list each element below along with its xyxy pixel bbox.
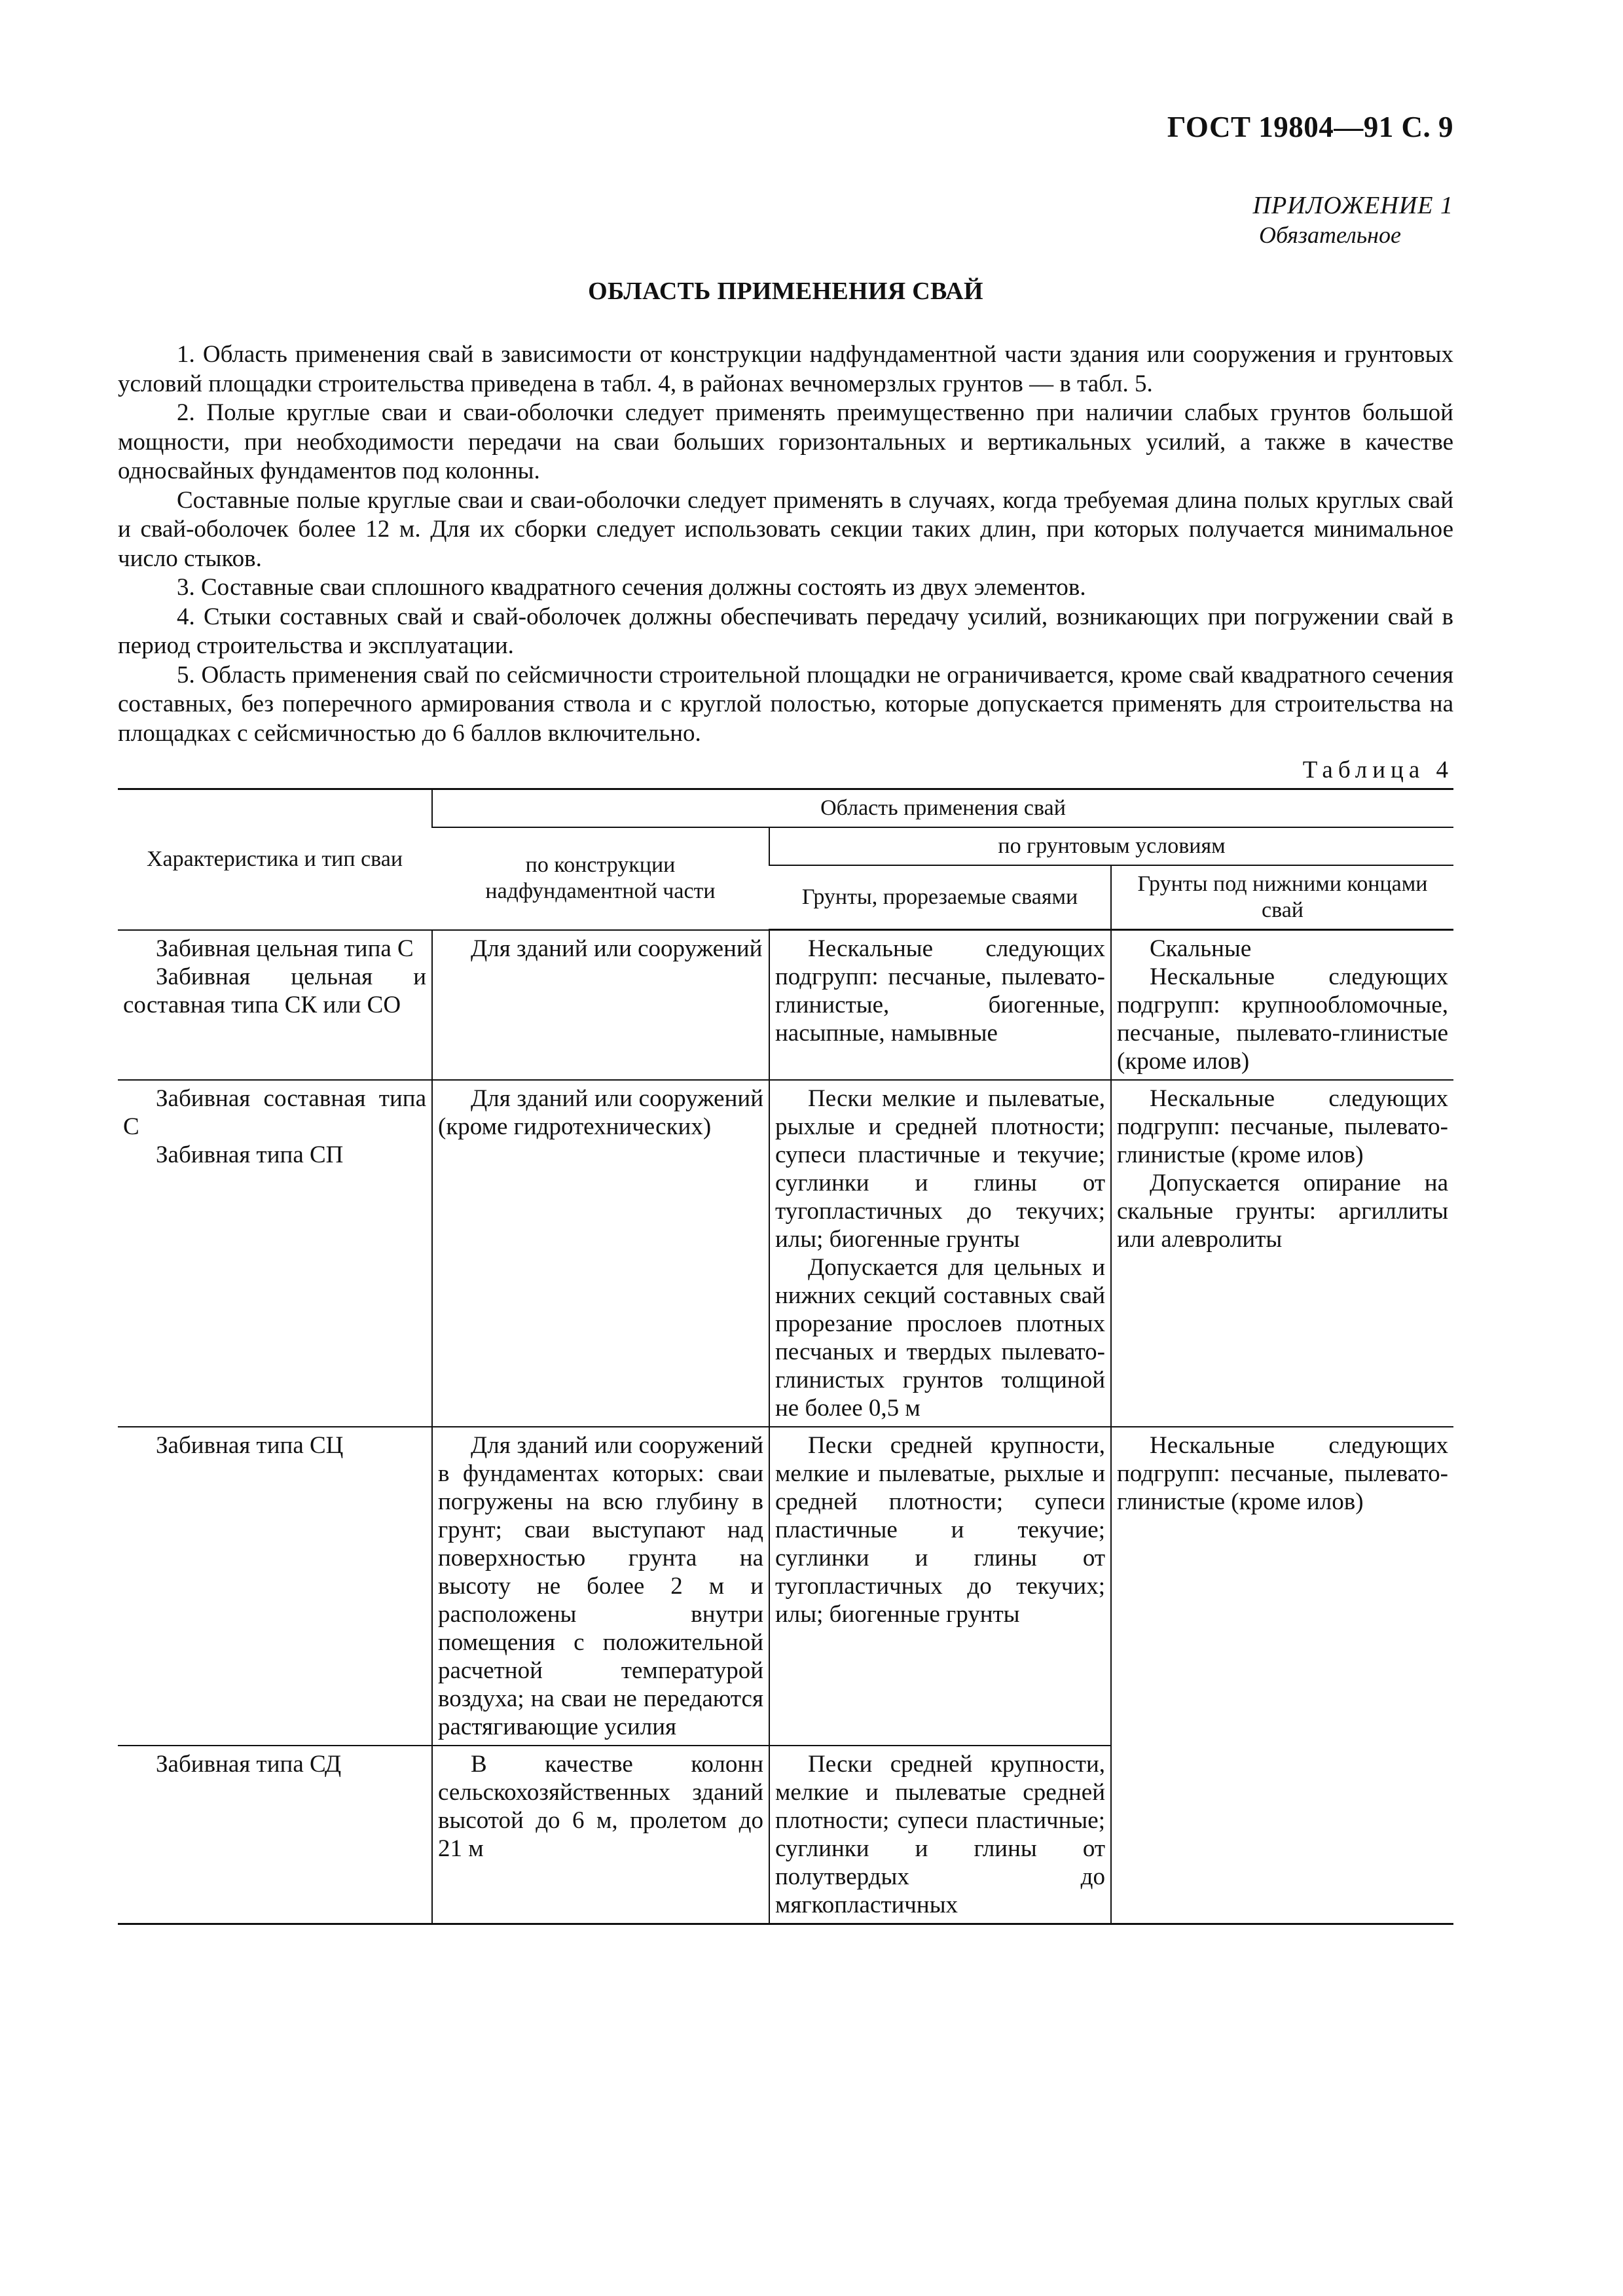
page-header: ГОСТ 19804—91 С. 9 [1167, 111, 1453, 143]
paragraph: 2. Полые круглые сваи и сваи-оболочки следует применять преимущественно при наличии слабых грунтов большой мощности, при необходимости передачи на сваи больших горизонтальных и вертикальных усилий, а также в качестве односвайных фундаментов под колонны. [118, 399, 1453, 484]
body-text [118, 340, 1453, 748]
cell-pile-type: Забивная составная типа С Забивная типа СП [123, 1085, 426, 1168]
cell-construction: Для зданий или сооружений [432, 930, 769, 1081]
table-row [118, 930, 1453, 1081]
cell-soils-cut: Пески мелкие и пылеватые, рыхлые и средней плотности; супеси пластичные и текучие; суглинки и глины от тугопластичных до текучих; илы; биогенные грунты Допускается для цельных и нижних секций составных свай прорезание прослоев плотных песчаных и твердых пылевато-глинистых грунтов толщиной не более 0,5 м [769, 1080, 1111, 1427]
cell-construction: В качестве колонн сельскохозяйственных зданий высотой до 6 м, пролетом до 21 м [432, 1746, 769, 1924]
cell-construction: Для зданий или сооружений (кроме гидротехнических) [432, 1080, 769, 1427]
table-caption: Таблица 4 [1302, 757, 1453, 783]
header-scope: Область применения свай [432, 789, 1453, 828]
table-row [118, 1080, 1453, 1427]
table-row [118, 1427, 1453, 1746]
header-soils-cut: Грунты, прорезаемые сваями [769, 865, 1111, 930]
cell-pile-type: Забивная типа СЦ [118, 1427, 432, 1746]
header-soil-conditions: по грунтовым условиям [769, 827, 1453, 865]
paragraph: 5. Область применения свай по сейсмичности строительной площадки не ограничивается, кроме свай квадратного сечения составных, без поперечного армирования ствола и с круглой полостью, которые допускается применять для строительства на площадках с сейсмичностью до 6 баллов включительно. [118, 661, 1453, 747]
cell-pile-type: Забивная цельная типа С Забивная цельная и составная типа СК или СО [123, 935, 426, 1018]
cell-construction: Для зданий или сооружений в фундаментах которых: сваи погружены на всю глубину в грунт; сваи выступают над поверхностью грунта на высоту не более 2 м и расположены внутри помещения с положительной расчетной температурой воздуха; на сваи не передаются растягивающие усилия [432, 1427, 769, 1746]
pile-application-table [118, 788, 1453, 1925]
cell-soils-cut: Пески средней крупности, мелкие и пылеватые средней плотности; супеси пластичные; суглинки и глины от полутвердых до мягкопластичных [769, 1746, 1111, 1924]
cell-pile-type: Забивная типа СД [156, 1751, 342, 1778]
cell-soils-cut: Пески средней крупности, мелкие и пылеватые, рыхлые и средней плотности; супеси пластичные и текучие; суглинки и глины от тугопластичных до текучих; илы; биогенные грунты [769, 1427, 1111, 1746]
paragraph: 3. Составные сваи сплошного квадратного сечения должны состоять из двух элементов. [177, 574, 1086, 601]
appendix-status: Обязательное [1259, 222, 1401, 248]
paragraph: 1. Область применения свай в зависимости от конструкции надфундаментной части здания или сооружения и грунтовых условий площадки строительства приведена в табл. 4, в районах вечномерзлых грунтов — в табл. 5. [118, 341, 1453, 397]
cell-soils-cut: Нескальные следующих подгрупп: песчаные, пылевато-глинистые, биогенные, насыпные, намывные [769, 930, 1111, 1081]
section-title: ОБЛАСТЬ ПРИМЕНЕНИЯ СВАЙ [588, 278, 983, 305]
cell-soils-under-tips: Скальные Нескальные следующих подгрупп: крупнообломочные, песчаные, пылевато-глинистые (кроме илов) [1111, 930, 1453, 1081]
appendix-label: ПРИЛОЖЕНИЕ 1 [1252, 192, 1453, 219]
cell-soils-under-tips: Нескальные следующих подгрупп: песчаные, пылевато-глинистые (кроме илов) Допускается опирание на скальные грунты: аргиллиты или алевролиты [1111, 1080, 1453, 1427]
cell-soils-under-tips: Нескальные следующих подгрупп: песчаные, пылевато-глинистые (кроме илов) [1111, 1427, 1453, 1924]
header-construction: по конструкции надфундаментной части [432, 827, 769, 930]
paragraph: 4. Стыки составных свай и свай-оболочек должны обеспечивать передачу усилий, возникающих при погружении свай в период строительства и эксплуатации. [118, 603, 1453, 659]
paragraph: Составные полые круглые сваи и сваи-оболочки следует применять в случаях, когда требуемая длина полых круглых свай и свай-оболочек более 12 м. Для их сборки следует использовать секции таких длин, при которых получается минимальное число стыков. [118, 486, 1453, 572]
header-pile-type: Характеристика и тип сваи [118, 789, 432, 930]
header-soils-under-tips: Грунты под нижними концами свай [1111, 865, 1453, 930]
